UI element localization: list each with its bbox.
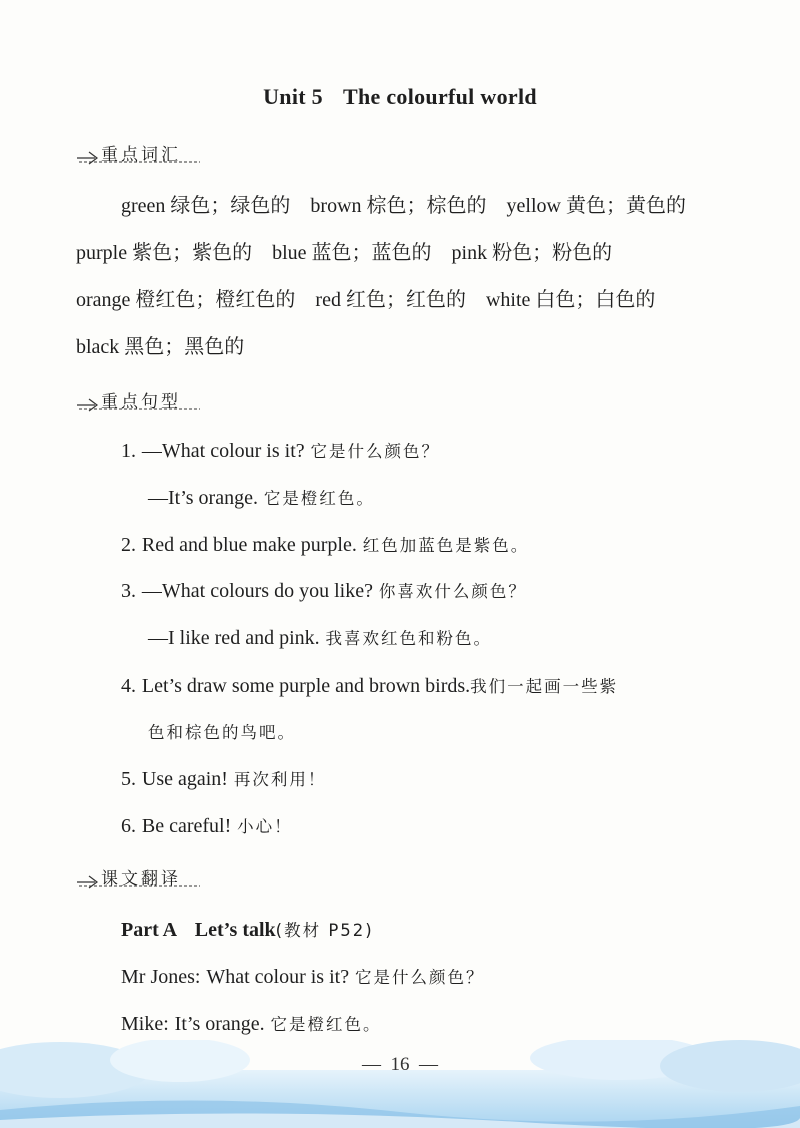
sentence-line: 1. —What colour is it? 它是什么颜色？ [121, 440, 441, 462]
section-header-translation [75, 862, 205, 892]
sentence-line: 4. Let’s draw some purple and brown birds.我们一起画一些紫 [121, 675, 619, 697]
section-label: 课文翻译 [101, 869, 181, 889]
section-header-sentences [75, 385, 205, 415]
page-title [0, 84, 800, 110]
sentence-line: —I like red and pink. 我喜欢红色和粉色。 [148, 627, 493, 649]
section-label: 重点句型 [101, 392, 181, 412]
unit-name: The colourful world [342, 84, 537, 109]
sentence-line: 色和棕色的鸟吧。 [148, 723, 296, 742]
page-number: — 16 — [362, 1054, 438, 1075]
sentence-line: 2. Red and blue make purple. 红色加蓝色是紫色。 [121, 534, 530, 556]
vocab-line: green 绿色；绿色的 brown 棕色；棕色的 yellow 黄色；黄色的 [121, 195, 686, 217]
vocab-line: purple 紫色；紫色的 blue 蓝色；蓝色的 pink 粉色；粉色的 [76, 242, 613, 264]
sentence-line: —It’s orange. 它是橙红色。 [148, 487, 375, 509]
vocab-line: black 黑色；黑色的 [76, 336, 245, 358]
section-header-vocab [75, 138, 205, 168]
vocab-line: orange 橙红色；橙红色的 red 红色；红色的 white 白色；白色的 [76, 289, 656, 311]
sentence-line: 5. Use again! 再次利用！ [121, 768, 327, 790]
part-heading: Part A Let’s talk(教材 P52) [121, 919, 374, 941]
dialogue-line: Mr Jones: What colour is it? 它是什么颜色？ [121, 966, 485, 988]
sentence-line: 6. Be careful! 小心！ [121, 815, 293, 837]
sentence-line: 3. —What colours do you like? 你喜欢什么颜色？ [121, 580, 527, 602]
dialogue-line: Mike: It’s orange. 它是橙红色。 [121, 1013, 382, 1035]
section-label: 重点词汇 [101, 145, 181, 165]
unit-label: Unit 5 [263, 84, 323, 109]
